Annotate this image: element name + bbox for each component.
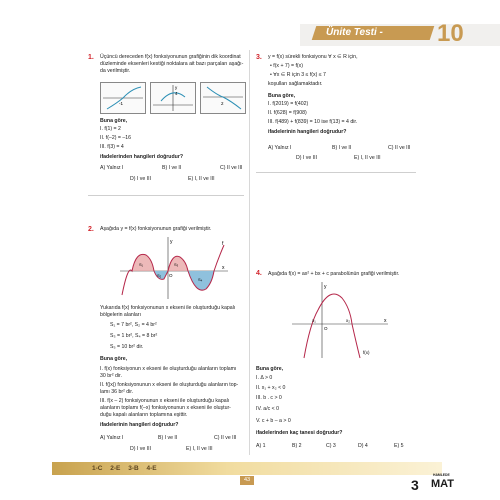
q2-item-2b: lamı 36 br² dir. [100,389,134,395]
header-number: 10 [437,20,464,47]
q2-choice-a[interactable]: A) Yalnız I [100,435,124,441]
q1-item-1: I. f(1) = 2 [100,126,121,132]
q2-choice-d[interactable]: D) I ve III [130,446,152,452]
q1-graph-label: 2 [221,101,224,106]
q4-choice-c[interactable]: C) 3 [326,443,336,449]
q3-choice-e[interactable]: E) I, II ve III [354,155,381,161]
q2-choice-e[interactable]: E) I, II ve III [186,446,213,452]
q2-stem: Aşağıda y = f(x) fonksiyonunun grafiği verilmiştir. [100,226,212,232]
header-title: Ünite Testi - [326,27,383,38]
q2-graph-label: y [170,239,173,245]
q3-cond-2: • ∀x ∈ R için 3 ≤ f(x) ≤ 7 [270,72,326,78]
q1-choice-c[interactable]: C) II ve III [220,165,243,171]
q4-choice-d[interactable]: D) 4 [358,443,368,449]
q3-number: 3. [256,54,262,61]
q4-graph-label: O [324,326,328,331]
q2-buna-gore: Buna göre, [100,356,128,362]
q4-item-4: IV. a/c < 0 [256,406,280,412]
q2-item-3b: alanların toplamı f(–x) fonksiyonunun x ekseni ile oluştur- [100,405,231,411]
q4-question: ifadelerinden kaç tanesi doğrudur? [256,430,343,436]
q1-stem-3: da verilmiştir. [100,68,131,74]
column-divider [249,50,250,455]
q4-choice-b[interactable]: B) 2 [292,443,302,449]
q3-choice-a[interactable]: A) Yalnız I [268,145,292,151]
q2-number: 2. [88,226,94,233]
q3-kosul: koşulları sağlamaktadır. [268,81,323,87]
q2-item-3c: duğu kapalı alanların toplamına eşittir. [100,412,188,418]
q3-item-2: II. f(628) = f(908) [268,110,307,116]
q1-question: ifadelerinden hangileri doğrudur? [100,154,184,160]
q1-separator [88,195,244,196]
q2-item-2: II. f(|x|) fonksiyonunun x ekseni ile oluşturduğu alanların top- [100,382,239,388]
q3-item-3: III. f(489) + f(839) = 10 ise f(13) = 4 dir. [268,119,358,125]
q1-number: 1. [88,54,94,61]
q1-stem-2: düzleminde eksenleri kestiği noktalara ait bazı parçaları aşağı- [100,61,244,67]
q1-graph-panel-3 [200,82,246,114]
q4-buna-gore: Buna göre, [256,366,284,372]
q4-item-5: V. c + b – a > 0 [256,418,291,424]
q4-graph-label: x [384,318,387,324]
q2-choice-b[interactable]: B) I ve II [158,435,178,441]
q1-item-3: III. f(3) = 4 [100,144,124,150]
page-number: 43 [240,476,254,485]
q3-cond-1: • f(x + 7) = f(x) [270,63,303,69]
q4-graph-label: x₂ [346,318,350,323]
q2-graph-label: S₂ [157,273,162,278]
q1-item-2: II. f(–2) = –16 [100,135,131,141]
q2-graph-label: O [169,273,173,278]
q3-choice-b[interactable]: B) I ve II [332,145,352,151]
q3-stem: y = f(x) sürekli fonksiyonu ∀ x ∈ R için, [268,54,358,60]
q3-buna-gore: Buna göre, [268,93,296,99]
q3-separator [256,172,416,173]
q1-graph-3 [201,83,245,113]
q1-stem-1: Üçüncü dereceden f(x) fonksiyonunun grafiğinin dik koordinat [100,54,241,60]
q4-item-2: II. x₁ + x₂ < 0 [256,385,286,391]
q2-graph-label: S₁ [139,262,144,267]
q2-text-2: bölgelerin alanları [100,312,141,318]
q2-graph-label: x [222,265,225,271]
q3-question: ifadelerinin hangileri doğrudur? [268,129,347,135]
q3-choice-d[interactable]: D) I ve III [296,155,318,161]
q4-graph-label: f(x) [363,350,370,355]
q4-graph-label: x₁ [312,318,316,323]
q1-graph-label: 4 [175,91,178,96]
q3-choice-c[interactable]: C) II ve III [388,145,411,151]
q2-question: ifadelerinin hangileri doğrudur? [100,422,179,428]
q4-graph [290,280,390,360]
q1-graph-label: -1 [119,101,124,106]
q2-item-3: III. f(x – 2) fonksiyonunun x ekseni ile oluşturduğu kapalı [100,398,230,404]
q1-graph-1 [101,83,145,113]
q1-graph-panel-2 [150,82,196,114]
q2-graph-label: f [222,241,224,247]
q1-graph-2 [151,83,195,113]
q4-choice-e[interactable]: E) 5 [394,443,404,449]
q2-text-1: Yukarıda f(x) fonksiyonunun x ekseni ile oluşturduğu kapalı [100,305,236,311]
q1-buna-gore: Buna göre, [100,118,128,124]
q2-area-2: S₃ = 1 br², S₄ = 8 br² [110,333,158,339]
q1-choice-d[interactable]: D) I ve III [130,176,152,182]
q4-item-3: III. b . c > 0 [256,395,282,401]
q2-choice-c[interactable]: C) II ve III [214,435,237,441]
q1-choice-a[interactable]: A) Yalnız I [100,165,124,171]
q2-graph-label: S₃ [174,262,179,267]
answer-key: 1-C 2-E 3-B 4-E [92,465,157,472]
q2-graph-label: S₄ [198,277,203,282]
q2-area-1: S₁ = 7 br², S₂ = 4 br² [110,322,157,328]
q4-stem: Aşağıda f(x) = ax² + bx + c parabolünün grafiği verilmiştir. [268,271,400,277]
q3-item-1: I. f(2019) = f(402) [268,101,309,107]
logo-word: MAT [431,478,455,490]
logo-top-text: HAMLEDE [433,473,450,477]
q1-graph-panel-1 [100,82,146,114]
q4-choice-a[interactable]: A) 1 [256,443,266,449]
q2-graph [118,235,230,301]
logo-number: 3 [411,477,419,493]
q1-choice-e[interactable]: E) I, II ve III [188,176,215,182]
q1-graph-label: y [175,85,178,90]
q1-choice-b[interactable]: B) I ve II [162,165,182,171]
q4-graph-label: y [324,284,327,290]
q2-area-3: S₅ = 10 br² dir. [110,344,144,350]
q4-number: 4. [256,270,262,277]
q2-item-1b: 30 br² dir. [100,373,122,379]
q2-item-1: I. f(x) fonksiyonun x ekseni ile oluşturduğu alanların toplamı [100,366,237,372]
q4-item-1: I. Δ > 0 [256,375,273,381]
